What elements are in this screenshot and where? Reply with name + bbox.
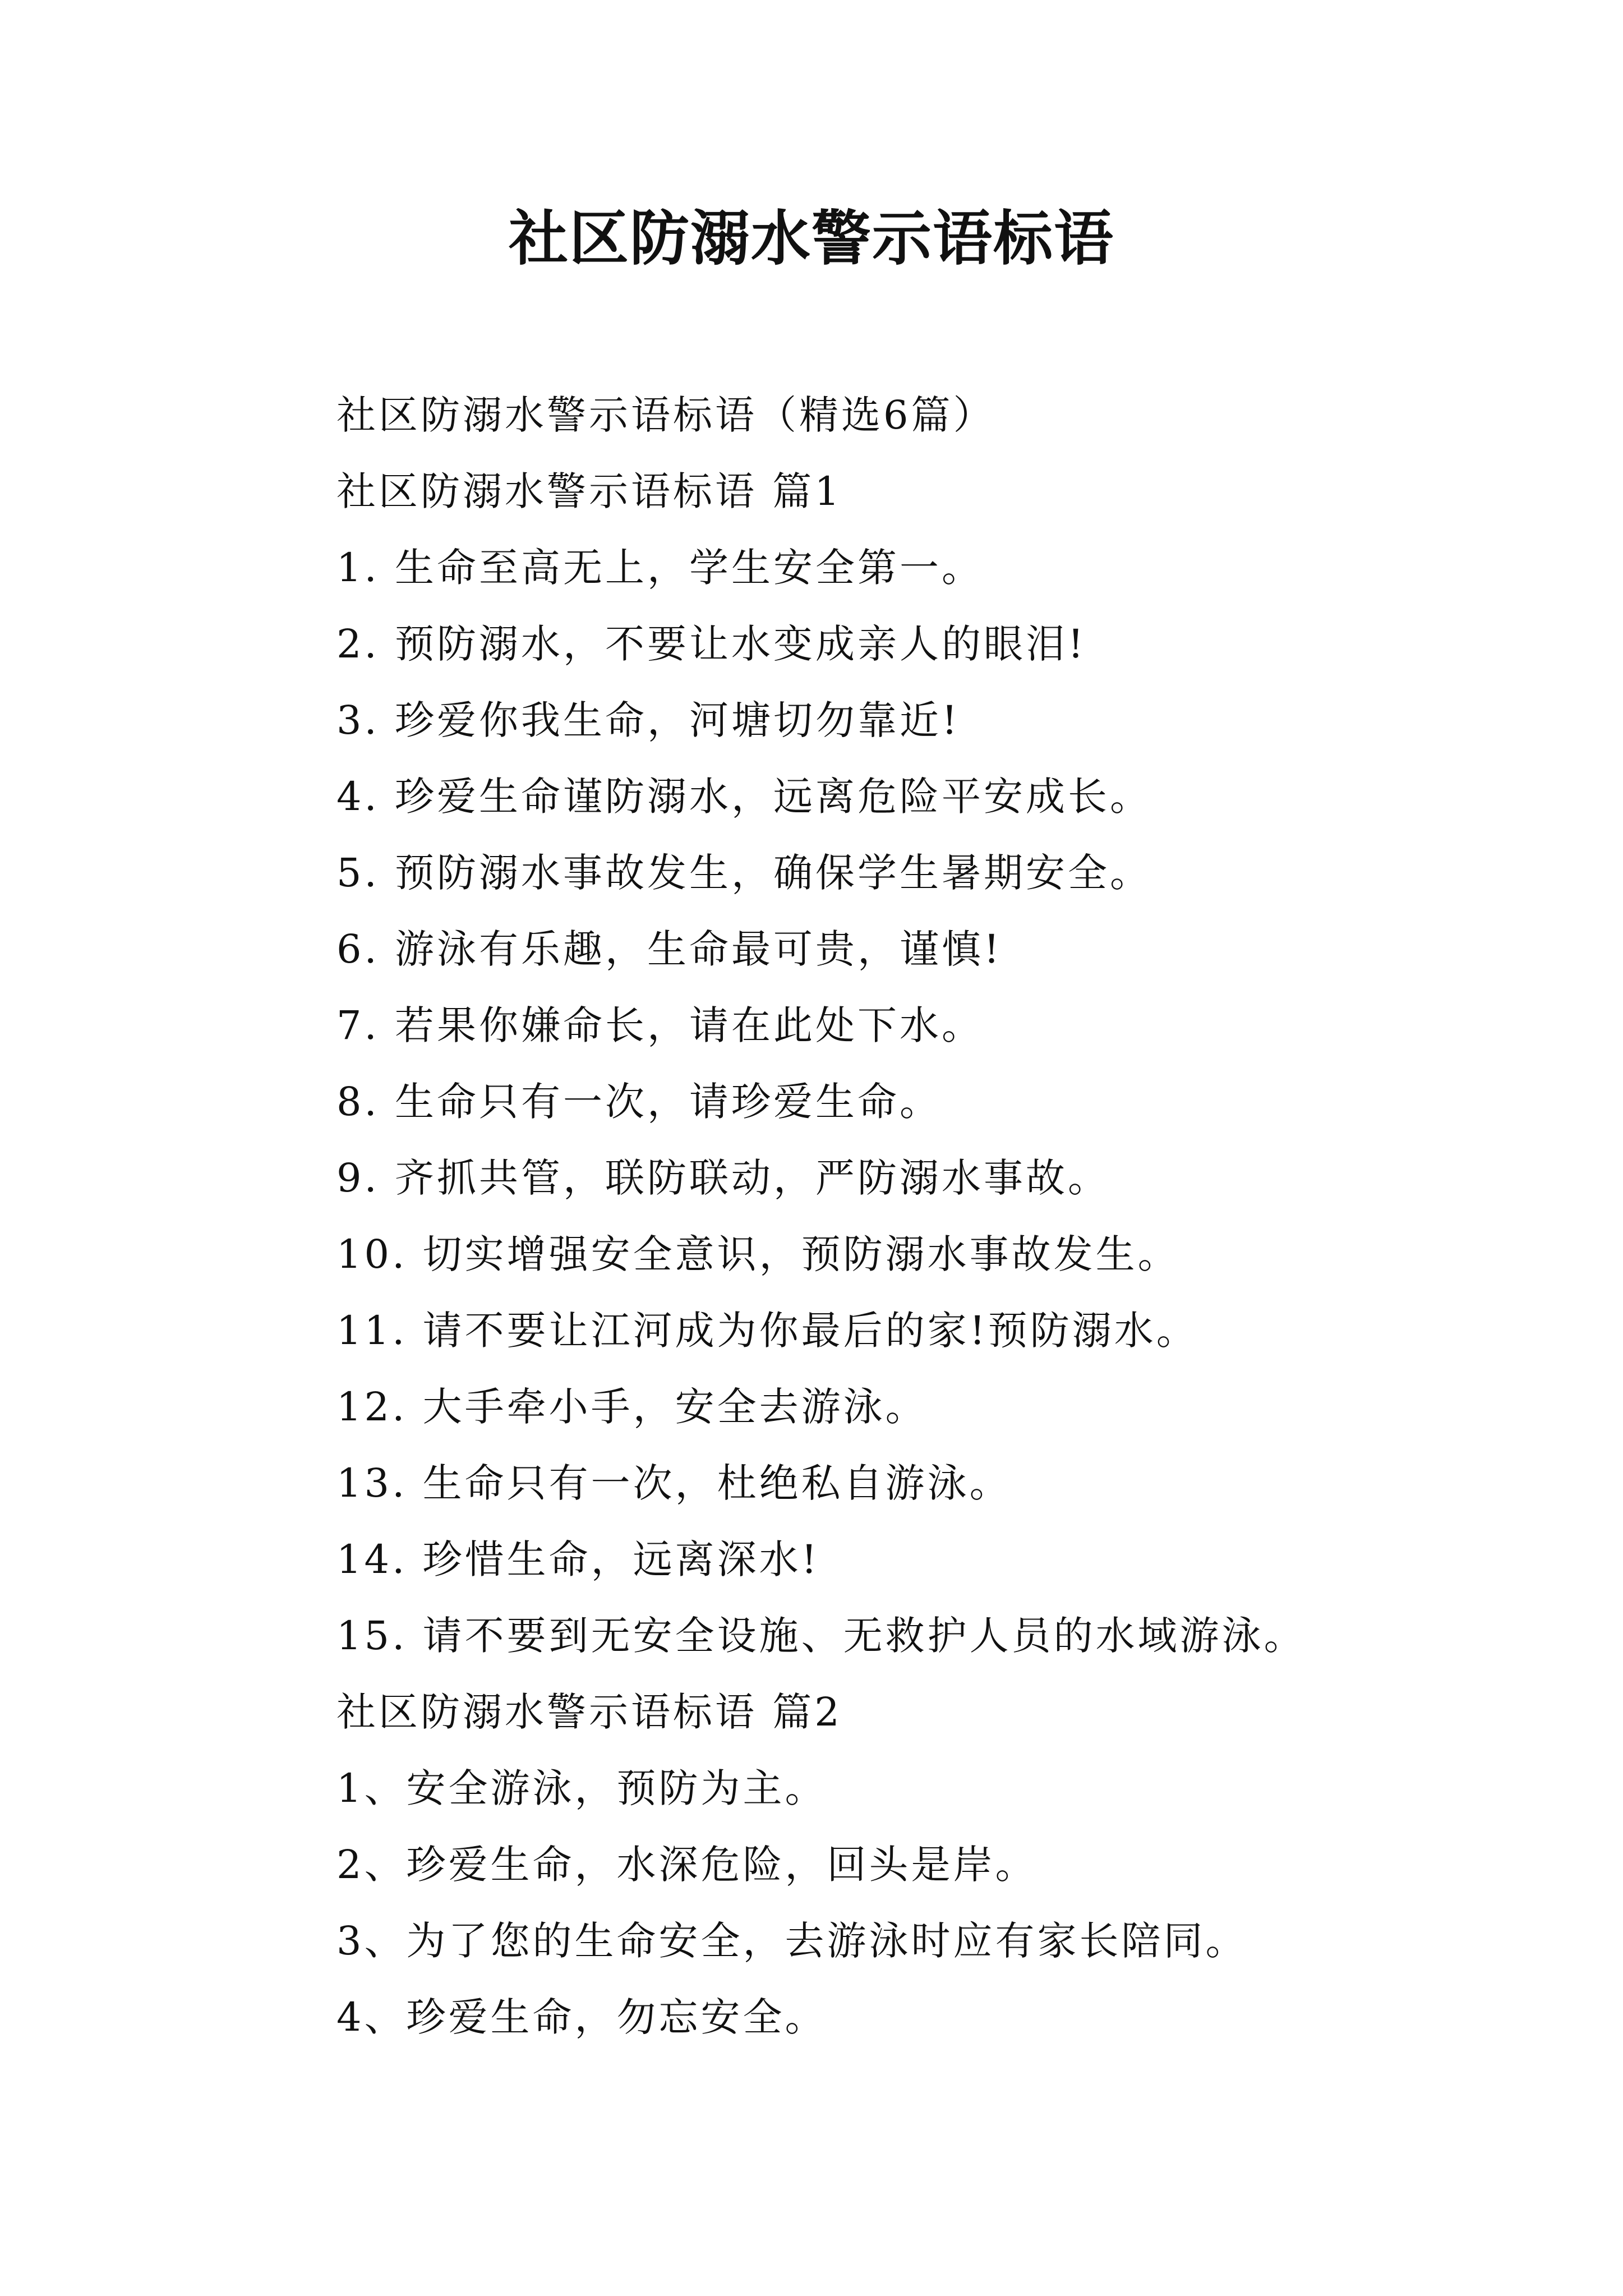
slogan-line: 3、为了您的生命安全，去游泳时应有家长陪同。 — [336, 1918, 1248, 1964]
slogan-line: 2、珍爱生命，水深危险，回头是岸。 — [336, 1842, 1038, 1888]
slogan-line: 3. 珍爱你我生命，河塘切勿靠近! — [336, 697, 961, 743]
slogan-line: 4. 珍爱生命谨防溺水，远离危险平安成长。 — [336, 774, 1152, 820]
slogan-line: 12. 大手牵小手，安全去游泳。 — [336, 1384, 928, 1430]
slogan-line: 7. 若果你嫌命长，请在此处下水。 — [336, 1002, 984, 1048]
slogan-line: 1、安全游泳，预防为主。 — [336, 1765, 827, 1811]
section-heading: 社区防溺水警示语标语 篇1 — [336, 468, 842, 514]
slogan-line: 2. 预防溺水，不要让水变成亲人的眼泪! — [336, 621, 1087, 667]
section-heading: 社区防溺水警示语标语 篇2 — [336, 1689, 842, 1735]
slogan-line: 4、珍爱生命，勿忘安全。 — [336, 1994, 827, 2040]
slogan-line: 13. 生命只有一次，杜绝私自游泳。 — [336, 1460, 1012, 1506]
slogan-line: 14. 珍惜生命，远离深水! — [336, 1536, 820, 1582]
document-body — [336, 377, 1542, 2055]
slogan-line: 11. 请不要让江河成为你最后的家!预防溺水。 — [336, 1308, 1198, 1354]
slogan-line: 6. 游泳有乐趣，生命最可贵，谨慎! — [336, 926, 1003, 972]
slogan-line: 15. 请不要到无安全设施、无救护人员的水域游泳。 — [336, 1613, 1306, 1659]
slogan-line: 1. 生命至高无上，学生安全第一。 — [336, 545, 984, 591]
document-title: 社区防溺水警示语标语 — [509, 203, 1114, 273]
slogan-line: 5. 预防溺水事故发生，确保学生暑期安全。 — [336, 850, 1152, 896]
slogan-line: 8. 生命只有一次，请珍爱生命。 — [336, 1079, 942, 1125]
subtitle-line: 社区防溺水警示语标语（精选6篇） — [336, 392, 995, 438]
slogan-line: 9. 齐抓共管，联防联动，严防溺水事故。 — [336, 1155, 1110, 1201]
slogan-line: 10. 切实增强安全意识，预防溺水事故发生。 — [336, 1231, 1180, 1277]
